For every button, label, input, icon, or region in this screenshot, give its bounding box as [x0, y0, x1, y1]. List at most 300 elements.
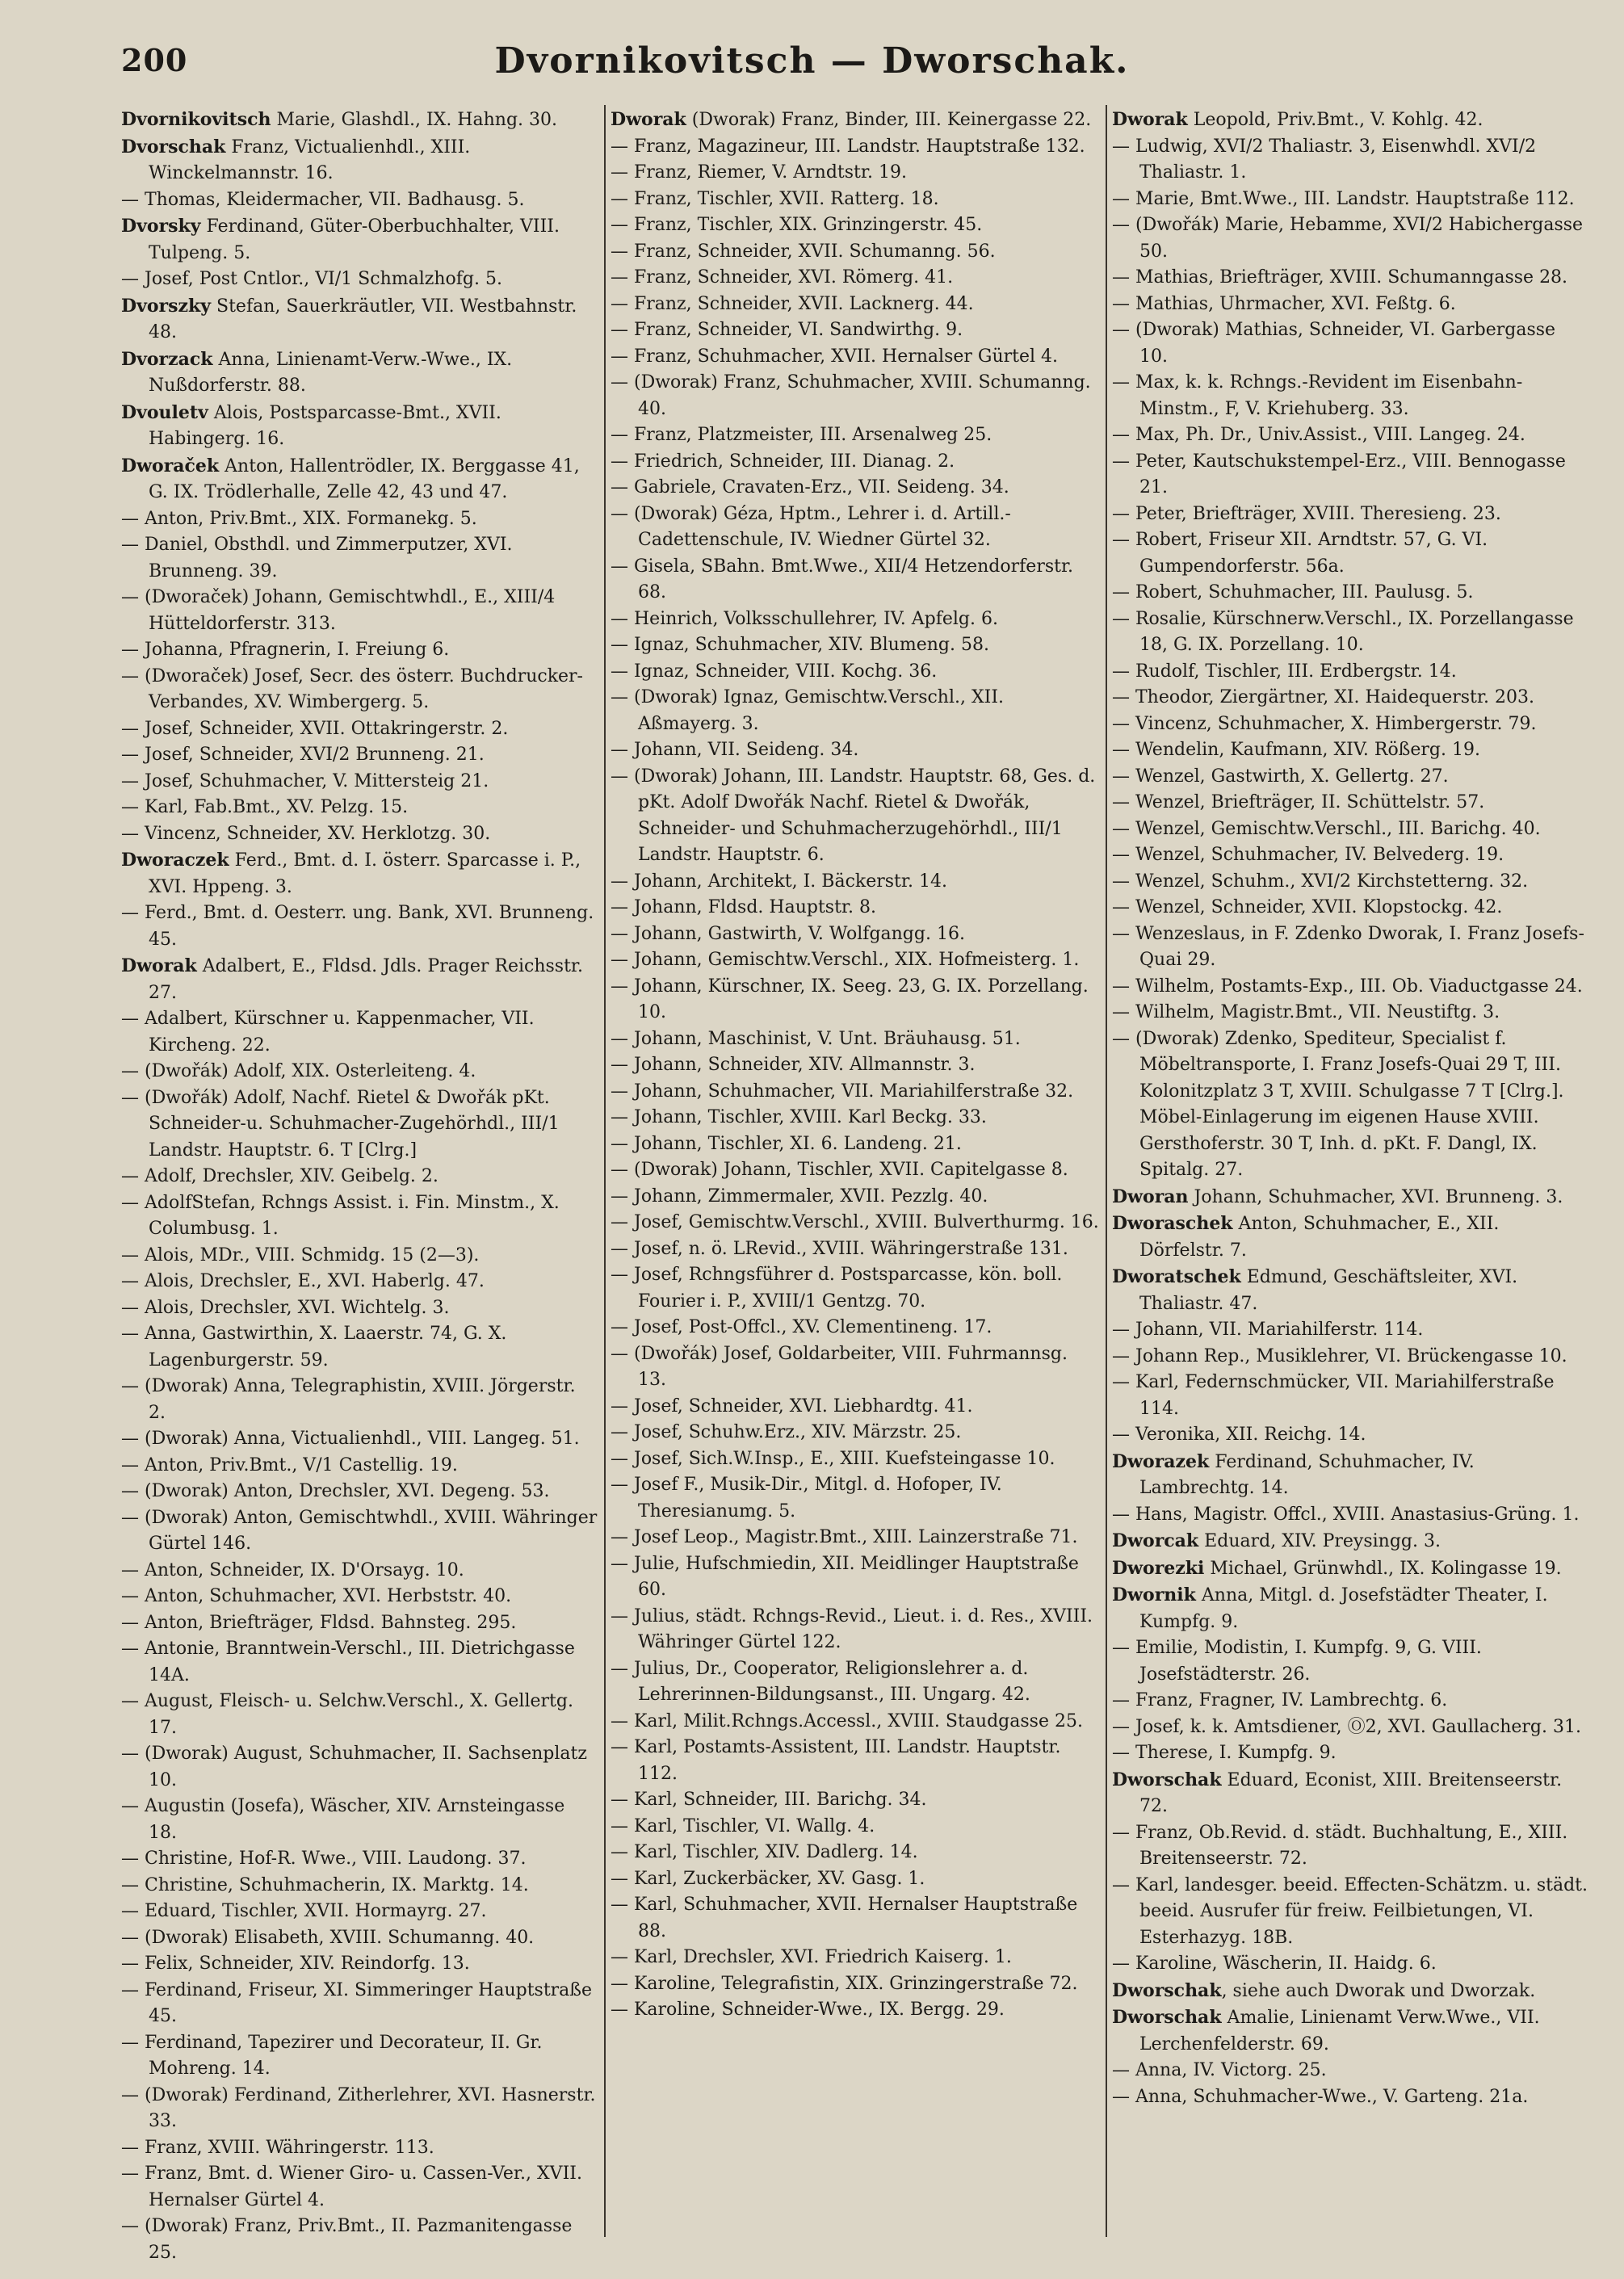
directory-entry [1112, 1449, 1588, 1502]
directory-entry [121, 1584, 598, 1610]
entry-text: — Wenzel, Briefträger, II. Schüttelstr. 57. [1112, 792, 1485, 812]
directory-entry [611, 239, 1100, 266]
entry-text: — Franz, Magazineur, III. Landstr. Hauptstraße 132. [611, 136, 1085, 157]
directory-entry [1112, 1344, 1588, 1370]
entry-text: — (Dworak) Franz, Schuhmacher, XVIII. Schumanng. 40. [611, 372, 1091, 419]
directory-entry [611, 187, 1100, 213]
entry-surname: Dworak [1112, 109, 1188, 130]
entry-text: — Karl, Federnschmücker, VII. Mariahilferstraße 114. [1112, 1372, 1555, 1419]
directory-entry [121, 637, 598, 664]
entry-text: — (Dwořák) Marie, Hebamme, XVI/2 Habichergasse 50. [1112, 215, 1584, 262]
entry-text: Amalie, Linienamt Verw.Wwe., VII. Lerchenfelderstr. 69. [1139, 2008, 1540, 2054]
directory-entry [611, 974, 1100, 1026]
entry-text: Alois, Postsparcasse-Bmt., XVII. Habingerg. 16. [149, 402, 501, 449]
directory-entry [611, 895, 1100, 921]
directory-entry [1112, 1714, 1588, 1741]
entry-text: — Wenzel, Schuhm., XVI/2 Kirchstetterng. 32. [1112, 871, 1529, 892]
entry-text: — Adalbert, Kürschner u. Kappenmacher, VII. Kircheng. 22. [121, 1009, 535, 1056]
directory-entry [611, 292, 1100, 318]
directory-entry [611, 1210, 1100, 1236]
directory-entry [121, 1689, 598, 1741]
directory-entry [1112, 1528, 1588, 1555]
entry-text: — (Dworak) Mathias, Schneider, VI. Garbergasse 10. [1112, 320, 1556, 367]
entry-text: Anton, Schuhmacher, E., XII. Dörfelstr. 7. [1139, 1214, 1500, 1261]
directory-entry [611, 632, 1100, 659]
entry-text: — Johann, VII. Seideng. 34. [611, 740, 859, 760]
entry-text: — Johann, Schneider, XIV. Allmannstr. 3. [611, 1055, 976, 1075]
directory-entry [121, 847, 598, 900]
entry-text: — Christine, Schuhmacherin, IX. Marktg. 14. [121, 1874, 529, 1895]
entry-text: — (Dworak) Géza, Hptm., Lehrer i. d. Artill.-Cadettenschule, IV. Wiedner Gürtel 32. [611, 503, 1011, 550]
entry-text: — Therese, I. Kumpfg. 9. [1112, 1743, 1337, 1763]
directory-entry [611, 1105, 1100, 1131]
directory-entry [1112, 869, 1588, 896]
entry-text: — Daniel, Obsthdl. und Zimmerputzer, XVI. Brunneng. 39. [121, 535, 513, 581]
directory-entry [121, 346, 598, 400]
entry-text: — Vincenz, Schneider, XV. Herklotzg. 30. [121, 823, 491, 844]
entry-text: — Johann, Fldsd. Hauptstr. 8. [611, 897, 877, 917]
directory-entry [611, 659, 1100, 686]
entry-text: — Eduard, Tischler, XVII. Hormayrg. 27. [121, 1901, 487, 1921]
entry-text: — Karoline, Wäscherin, II. Haidg. 6. [1112, 1954, 1437, 1974]
directory-entry [611, 1840, 1100, 1866]
entry-text: — Wilhelm, Magistr.Bmt., VII. Neustiftg. 3. [1112, 1002, 1500, 1022]
entry-text: — Karl, Tischler, VI. Wallg. 4. [611, 1815, 875, 1836]
entry-surname: Dworak [611, 109, 686, 130]
entry-text: Johann, Schuhmacher, XVI. Brunneng. 3. [1188, 1186, 1563, 1207]
directory-entry [611, 1079, 1100, 1106]
directory-entry [121, 1978, 598, 2030]
entry-text: — August, Fleisch- u. Selchw.Verschl., X. Gellertg. 17. [121, 1691, 573, 1738]
directory-entry [611, 212, 1100, 239]
directory-entry [1112, 317, 1588, 370]
entry-text: — (Dwořák) Adolf, XIX. Osterleiteng. 4. [121, 1061, 476, 1081]
entry-text: — Julius, städt. Rchngs-Revid., Lieut. i. d. Res., XVIII. Währinger Gürtel 122. [611, 1605, 1093, 1652]
directory-entry [121, 1321, 598, 1374]
directory-entry [1112, 370, 1588, 422]
directory-entry [611, 1787, 1100, 1814]
directory-entry [121, 1610, 598, 1637]
directory-entry [611, 1971, 1100, 1998]
directory-entry [121, 107, 598, 134]
directory-entry [611, 1814, 1100, 1840]
entry-text: Anna, Mitgl. d. Josefstädter Theater, I. Kumpfg. 9. [1139, 1585, 1548, 1632]
directory-entry [1112, 134, 1588, 187]
directory-entry [1112, 1026, 1588, 1184]
entry-text: Stefan, Sauerkräutler, VII. Westbahnstr. 48. [149, 296, 577, 342]
entry-surname: Dworezki [1112, 1557, 1205, 1579]
entry-text: — (Dworak) Anna, Telegraphistin, XVIII. Jörgerstr. 2. [121, 1376, 576, 1423]
entry-text: — Karl, Milit.Rchngs.Accessl., XVIII. Staudgasse 25. [611, 1710, 1083, 1731]
directory-entry [611, 1420, 1100, 1446]
entry-text: Franz, Victualienhdl., XIII. Winckelmannstr. 16. [149, 136, 471, 183]
directory-entry [1112, 502, 1588, 528]
directory-entry [611, 1472, 1100, 1525]
entry-text: — (Dwořák) Josef, Goldarbeiter, VIII. Fuhrmannsg. 13. [611, 1343, 1068, 1390]
directory-entry [611, 685, 1100, 737]
directory-entry [121, 1453, 598, 1479]
directory-entry [121, 585, 598, 637]
entry-text: — Karl, Fab.Bmt., XV. Pelzg. 15. [121, 797, 409, 817]
entry-text: Ferdinand, Schuhmacher, IV. Lambrechtg. 14. [1139, 1451, 1475, 1498]
directory-entry [611, 160, 1100, 187]
entry-text: — Gabriele, Cravaten-Erz., VII. Seideng. 34. [611, 477, 1009, 497]
column-divider [604, 105, 606, 2237]
entry-text: — (Dworak) Ignaz, Gemischtw.Verschl., XII. Aßmayerg. 3. [611, 687, 1005, 734]
entry-text: Marie, Glashdl., IX. Hahng. 30. [271, 110, 557, 130]
directory-entry [1112, 1978, 1588, 2005]
entry-text: — Hans, Magistr. Offcl., XVIII. Anastasius-Grüng. 1. [1112, 1504, 1580, 1525]
entry-text: — (Dworak) Anton, Gemischtwhdl., XVIII. Währinger Gürtel 146. [121, 1507, 598, 1554]
directory-column-1 [121, 107, 598, 2263]
entry-text: Eduard, XIV. Preysingg. 3. [1198, 1531, 1441, 1551]
entry-text: — Franz, Tischler, XVII. Ratterg. 18. [611, 188, 939, 209]
directory-entry [611, 475, 1100, 502]
entry-text: — Johann, Gemischtw.Verschl., XIX. Hofmeisterg. 1. [611, 950, 1080, 970]
entry-text: — (Dworak) Johann, Tischler, XVII. Capitelgasse 8. [611, 1160, 1068, 1180]
entry-text: Anna, Linienamt-Verw.-Wwe., IX. Nußdorferstr. 88. [149, 349, 513, 396]
directory-entry [121, 1295, 598, 1322]
entry-text: — Franz, Schneider, VI. Sandwirthg. 9. [611, 320, 963, 340]
directory-entry [611, 1551, 1100, 1604]
directory-entry [611, 449, 1100, 476]
entry-text: — Augustin (Josefa), Wäscher, XIV. Arnsteingasse 18. [121, 1796, 565, 1843]
entry-text: — Alois, Drechsler, E., XVI. Haberlg. 47. [121, 1271, 485, 1291]
directory-entry [611, 1604, 1100, 1656]
directory-entry [121, 769, 598, 795]
entry-text: — Alois, Drechsler, XVI. Wichtelg. 3. [121, 1297, 450, 1318]
directory-entry [611, 344, 1100, 371]
directory-entry [1112, 685, 1588, 711]
directory-entry [121, 506, 598, 533]
directory-entry [121, 1505, 598, 1558]
column-divider [1106, 105, 1107, 2237]
entry-text: — Wenzel, Gastwirth, X. Gellertg. 27. [1112, 766, 1449, 787]
directory-entry [611, 1446, 1100, 1473]
entry-text: — (Dworak) Anna, Victualienhdl., VIII. Langeg. 51. [121, 1429, 580, 1449]
entry-text: — Franz, Schneider, XVII. Schumanng. 56. [611, 241, 996, 262]
entry-text: — Franz, Schuhmacher, XVII. Hernalser Gürtel 4. [611, 346, 1059, 367]
directory-entry [121, 134, 598, 187]
directory-entry [1112, 107, 1588, 134]
entry-text: — (Dworaček) Johann, Gemischtwhdl., E., XIII/4 Hütteldorferstr. 313. [121, 587, 556, 634]
entry-text: — Franz, Riemer, V. Arndtstr. 19. [611, 162, 907, 183]
entry-text: — Karl, Schneider, III. Barichg. 34. [611, 1790, 927, 1810]
entry-text: — Peter, Kautschukstempel-Erz., VIII. Bennogasse 21. [1112, 451, 1566, 497]
entry-text: — (Dworak) Elisabeth, XVIII. Schumanng. 40. [121, 1927, 535, 1948]
directory-column-3 [1112, 107, 1588, 2247]
directory-entry [1112, 1211, 1588, 1264]
directory-entry [611, 1052, 1100, 1079]
entry-surname: Dworaček [121, 455, 220, 476]
directory-entry [611, 107, 1100, 134]
entry-text: — Josef, Post-Offcl., XV. Clementineng. 17. [611, 1317, 992, 1337]
directory-entry [611, 554, 1100, 606]
entry-text: Michael, Grünwhdl., IX. Kolingasse 19. [1204, 1558, 1562, 1579]
directory-entry [1112, 187, 1588, 213]
entry-text: — (Dworak) Anton, Drechsler, XVI. Degeng. 53. [121, 1481, 550, 1501]
entry-text: — (Dworak) Zdenko, Spediteur, Specialist f. Möbeltransporte, I. Franz Josefs-Quai 29 T, III. Kolonitzplatz 3 T, XVIII. Schulgasse 7 T [Clrg.]. Möbel-Einlagerung im eigenen Hause XVIII. Gersthoferstr. 30 T, Inh. d. pKt. F. Dangl, IX. Spitalg. 27. [1112, 1028, 1564, 1180]
directory-entry [121, 1899, 598, 1925]
entry-text: — Marie, Bmt.Wwe., III. Landstr. Hauptstraße 112. [1112, 188, 1575, 209]
directory-entry [1112, 895, 1588, 921]
entry-text: — Karl, Tischler, XIV. Dadlerg. 14. [611, 1842, 918, 1862]
directory-entry [121, 1951, 598, 1978]
entry-surname: Dworschak [1112, 1979, 1222, 2001]
directory-entry [121, 1059, 598, 1085]
entry-text: — Ignaz, Schuhmacher, XIV. Blumeng. 58. [611, 635, 989, 655]
entry-surname: Dvorzack [121, 348, 213, 370]
entry-text: — Anton, Briefträger, Fldsd. Bahnsteg. 295. [121, 1612, 517, 1633]
entry-surname: Dvorsky [121, 216, 201, 237]
directory-entry [1112, 816, 1588, 843]
directory-entry [1112, 711, 1588, 738]
entry-surname: Dworcak [1112, 1530, 1199, 1551]
entry-text: — (Dworak) Johann, III. Landstr. Hauptstr. 68, Ges. d. pKt. Adolf Dwořák Nachf. Rietel & Dwořák, Schneider- und Schuhmacherzugehörhdl., III/1 Landstr. Hauptstr. 6. [611, 766, 1096, 865]
directory-entry [1112, 2084, 1588, 2111]
entry-text: — Franz, Bmt. d. Wiener Giro- u. Cassen-Ver., XVII. Hernalser Gürtel 4. [121, 2164, 582, 2210]
entry-text: — Emilie, Modistin, I. Kumpfg. 9, G. VIII. Josefstädterstr. 26. [1112, 1638, 1482, 1685]
entry-text: — Rudolf, Tischler, III. Erdbergstr. 14. [1112, 661, 1457, 682]
entry-text: — Wenzel, Schuhmacher, IV. Belvederg. 19. [1112, 845, 1504, 865]
directory-entry [1112, 2058, 1588, 2084]
entry-text: — Julie, Hufschmiedin, XII. Meidlinger Hauptstraße 60. [611, 1553, 1079, 1600]
directory-entry [611, 1709, 1100, 1735]
entry-text: — Antonie, Branntwein-Verschl., III. Dietrichgasse 14A. [121, 1639, 575, 1685]
entry-text: — Peter, Briefträger, XVIII. Theresieng. 23. [1112, 503, 1501, 524]
entry-text: — Franz, Tischler, XIX. Grinzingerstr. 45. [611, 215, 983, 235]
directory-entry [1112, 1873, 1588, 1952]
entry-text: — Mathias, Briefträger, XVIII. Schumanngasse 28. [1112, 267, 1568, 287]
directory-column-2 [611, 107, 1100, 2247]
directory-entry [1112, 580, 1588, 606]
directory-entry [1112, 422, 1588, 449]
directory-entry [1112, 1635, 1588, 1688]
entry-text: — Johann, Maschinist, V. Unt. Bräuhausg. 51. [611, 1028, 1021, 1049]
entry-text: — Johann, Gastwirth, V. Wolfgangg. 16. [611, 923, 965, 944]
entry-text: — Ludwig, XVI/2 Thaliastr. 3, Eisenwhdl. XVI/2 Thaliastr. 1. [1112, 136, 1537, 183]
entry-text: Edmund, Geschäftsleiter, XVI. Thaliastr. 47. [1139, 1267, 1518, 1314]
entry-text: — AdolfStefan, Rchngs Assist. i. Fin. Minstm., X. Columbusg. 1. [121, 1192, 560, 1239]
directory-entry [611, 947, 1100, 974]
directory-entry [121, 664, 598, 716]
entry-text: — Max, Ph. Dr., Univ.Assist., VIII. Langeg. 24. [1112, 425, 1525, 445]
entry-text: — (Dworak) August, Schuhmacher, II. Sachsenplatz 10. [121, 1744, 587, 1790]
directory-entry [611, 1341, 1100, 1394]
entry-text: — Wenzel, Schneider, XVII. Klopstockg. 42. [1112, 897, 1503, 917]
directory-entry [1112, 659, 1588, 686]
directory-entry [611, 737, 1100, 764]
entry-text: — Thomas, Kleidermacher, VII. Badhausg. 5. [121, 189, 525, 210]
entry-text: — Johann Rep., Musiklehrer, VI. Brückengasse 10. [1112, 1345, 1567, 1366]
directory-entry [121, 1794, 598, 1846]
directory-entry [121, 267, 598, 293]
entry-text: — Josef, Schneider, XVI. Liebhardtg. 41. [611, 1396, 973, 1417]
entry-text: — Karl, Zuckerbäcker, XV. Gasg. 1. [611, 1868, 925, 1889]
entry-text: — Franz, Platzmeister, III. Arsenalweg 25. [611, 425, 992, 445]
directory-entry [121, 716, 598, 743]
entry-surname: Dworatschek [1112, 1266, 1241, 1287]
running-title: Dvornikovitsch — Dworschak. [494, 40, 1130, 82]
entry-text: , siehe auch Dworak und Dworzak. [1221, 1980, 1536, 2001]
entry-text: — Johann, Tischler, XVIII. Karl Beckg. 33. [611, 1107, 987, 1127]
entry-text: — Anna, Gastwirthin, X. Laaerstr. 74, G. X. Lagenburgerstr. 59. [121, 1324, 507, 1370]
entry-text: — Anton, Priv.Bmt., XIX. Formanekg. 5. [121, 508, 477, 529]
entry-text: Ferd., Bmt. d. I. österr. Sparcasse i. P., XVI. Hppeng. 3. [149, 850, 581, 897]
entry-text: — Veronika, XII. Reichg. 14. [1112, 1425, 1366, 1445]
directory-entry [121, 900, 598, 953]
entry-text: — Karoline, Telegrafistin, XIX. Grinzingerstraße 72. [611, 1973, 1078, 1994]
entry-surname: Dworaczek [121, 850, 229, 871]
entry-text: — Josef F., Musik-Dir., Mitgl. d. Hofoper, IV. Theresianumg. 5. [611, 1475, 1002, 1521]
entry-surname: Dworan [1112, 1186, 1189, 1207]
directory-entry [121, 1741, 598, 1794]
directory-entry [121, 742, 598, 769]
directory-entry [121, 187, 598, 214]
directory-entry [611, 869, 1100, 896]
directory-entry [121, 795, 598, 821]
entry-text: — Franz, XVIII. Währingerstr. 113. [121, 2137, 434, 2158]
directory-entry [611, 502, 1100, 554]
entry-text: — (Dwořák) Adolf, Nachf. Rietel & Dwořák pKt. Schneider-u. Schuhmacher-Zugehörhdl., III/1 Landstr. Hauptstr. 6. T [Clrg.] [121, 1087, 560, 1160]
directory-entry [121, 2030, 598, 2083]
entry-surname: Dworaschek [1112, 1213, 1233, 1234]
entry-text: — Anton, Priv.Bmt., V/1 Castellig. 19. [121, 1454, 458, 1475]
entry-text: — Josef Leop., Magistr.Bmt., XIII. Lainzerstraße 71. [611, 1527, 1078, 1547]
directory-entry [1112, 921, 1588, 974]
directory-entry [611, 1945, 1100, 1971]
directory-entry [121, 821, 598, 848]
entry-text: — Johann, Kürschner, IX. Seeg. 23, G. IX. Porzellang. 10. [611, 976, 1089, 1022]
directory-entry [1112, 842, 1588, 869]
entry-text: — Josef, Gemischtw.Verschl., XVIII. Bulverthurmg. 16. [611, 1212, 1099, 1232]
entry-text: Leopold, Priv.Bmt., V. Kohlg. 42. [1187, 110, 1483, 130]
directory-entry [1112, 1582, 1588, 1635]
entry-surname: Dvouletv [121, 401, 208, 423]
entry-text: — Rosalie, Kürschnerw.Verschl., IX. Porzellangasse 18, G. IX. Porzellang. 10. [1112, 608, 1574, 655]
entry-text: — Josef, Schneider, XVI/2 Brunneng. 21. [121, 745, 485, 765]
entry-text: — Johann, Zimmermaler, XVII. Pezzlg. 40. [611, 1186, 988, 1207]
directory-entry [1112, 1740, 1588, 1767]
entry-surname: Dworak [121, 955, 197, 976]
entry-text: — Josef, Rchngsführer d. Postsparcasse, kön. boll. Fourier i. P., XVIII/1 Gentzg. 70. [611, 1265, 1063, 1312]
entry-text: — Johann, Tischler, XI. 6. Landeng. 21. [611, 1133, 962, 1154]
entry-text: (Dworak) Franz, Binder, III. Keinergasse 22. [686, 110, 1092, 130]
entry-text: — Josef, Schuhmacher, V. Mittersteig 21. [121, 770, 489, 791]
entry-text: — Josef, k. k. Amtsdiener, Ⓞ2, XVI. Gaullacherg. 31. [1112, 1716, 1581, 1737]
entry-text: — Karl, Drechsler, XVI. Friedrich Kaiserg. 1. [611, 1947, 1012, 1967]
directory-entry [611, 265, 1100, 292]
directory-entry [611, 606, 1100, 633]
entry-text: — Anna, IV. Victorg. 25. [1112, 2060, 1327, 2080]
directory-entry [121, 1558, 598, 1584]
entry-text: — Karl, Postamts-Assistent, III. Landstr. Hauptstr. 112. [611, 1737, 1061, 1784]
directory-entry [121, 1085, 598, 1165]
directory-entry [1112, 1502, 1588, 1529]
entry-text: Anton, Hallentrödler, IX. Berggasse 41, G. IX. Trödlerhalle, Zelle 42, 43 und 47. [149, 455, 580, 502]
directory-entry [1112, 527, 1588, 580]
entry-text: — Vincenz, Schuhmacher, X. Himbergerstr. 79. [1112, 713, 1537, 734]
directory-entry [121, 453, 598, 506]
entry-text: — (Dworak) Franz, Priv.Bmt., II. Pazmanitengasse 25. [121, 2216, 573, 2263]
directory-entry [1112, 1317, 1588, 1344]
entry-text: — Karl, landesger. beeid. Effecten-Schätzm. u. städt. beeid. Ausrufer für freiw. Feilbietungen, VI. Esterhazyg. 18B. [1112, 1874, 1588, 1948]
entry-text: — Franz, Schneider, XVI. Römerg. 41. [611, 267, 954, 287]
directory-entry [121, 2214, 598, 2266]
directory-entry [121, 2161, 598, 2214]
directory-entry [611, 1394, 1100, 1421]
directory-entry [121, 2135, 598, 2162]
entry-surname: Dworazek [1112, 1450, 1210, 1472]
entry-text: — Wenzeslaus, in F. Zdenko Dworak, I. Franz Josefs-Quai 29. [1112, 923, 1584, 970]
directory-entry [1112, 2004, 1588, 2058]
entry-text: — Ignaz, Schneider, VIII. Kochg. 36. [611, 661, 938, 682]
directory-entry [611, 1184, 1100, 1211]
directory-entry [121, 532, 598, 585]
directory-entry [121, 1479, 598, 1505]
directory-entry [1112, 1184, 1588, 1211]
entry-text: — Johann, Architekt, I. Bäckerstr. 14. [611, 871, 947, 892]
directory-entry [611, 134, 1100, 161]
entry-text: — Julius, Dr., Cooperator, Religionslehrer a. d. Lehrerinnen-Bildungsanst., III. Ungarg. 42. [611, 1658, 1030, 1705]
entry-surname: Dvornikovitsch [121, 109, 271, 130]
directory-entry [121, 1846, 598, 1873]
directory-entry [1112, 1555, 1588, 1583]
directory-entry [611, 1157, 1100, 1184]
entry-text: — Ferdinand, Friseur, XI. Simmeringer Hauptstraße 45. [121, 1979, 593, 2026]
directory-entry [611, 1866, 1100, 1893]
directory-entry [121, 1190, 598, 1243]
entry-surname: Dwornik [1112, 1584, 1196, 1605]
directory-entry [611, 1131, 1100, 1158]
directory-entry [611, 370, 1100, 422]
entry-text: — Heinrich, Volksschullehrer, IV. Apfelg. 6. [611, 608, 998, 629]
directory-entry [121, 293, 598, 346]
entry-text: — Alois, MDr., VIII. Schmidg. 15 (2—3). [121, 1244, 480, 1265]
entry-text: — Ferd., Bmt. d. Oesterr. ung. Bank, XVI. Brunneng. 45. [121, 903, 594, 950]
entry-text: — Franz, Fragner, IV. Lambrechtg. 6. [1112, 1690, 1448, 1710]
entry-text: — Max, k. k. Rchngs.-Revident im Eisenbahn-Minstm., F, V. Kriehuberg. 33. [1112, 372, 1523, 419]
entry-text: — Josef, Schuhw.Erz., XIV. Märzstr. 25. [611, 1422, 962, 1442]
directory-entry [1112, 449, 1588, 502]
directory-entry [1112, 1688, 1588, 1714]
entry-text: — Gisela, SBahn. Bmt.Wwe., XII/4 Hetzendorferstr. 68. [611, 556, 1074, 602]
directory-entry [1112, 292, 1588, 318]
directory-entry [611, 1262, 1100, 1315]
directory-entry [611, 1892, 1100, 1945]
directory-entry [611, 921, 1100, 948]
entry-text: — Josef, n. ö. LRevid., XVIII. Währingerstraße 131. [611, 1238, 1068, 1259]
entry-text: — Anna, Schuhmacher-Wwe., V. Garteng. 21a. [1112, 2086, 1529, 2107]
entry-surname: Dvorschak [121, 136, 226, 157]
entry-surname: Dworschak [1112, 1769, 1222, 1790]
entry-text: — Mathias, Uhrmacher, XVI. Feßtg. 6. [1112, 293, 1456, 314]
directory-entry [611, 1656, 1100, 1709]
directory-entry [1112, 764, 1588, 791]
directory-entry [1112, 790, 1588, 816]
entry-text: — Josef, Schneider, XVII. Ottakringerstr. 2. [121, 718, 509, 739]
entry-text: — Wenzel, Gemischtw.Verschl., III. Barichg. 40. [1112, 818, 1541, 839]
entry-text: Ferdinand, Güter-Oberbuchhalter, VIII. Tulpeng. 5. [149, 216, 560, 263]
entry-text: — Felix, Schneider, XIV. Reindorfg. 13. [121, 1954, 470, 1974]
entry-text: Adalbert, E., Fldsd. Jdls. Prager Reichsstr. 27. [149, 956, 584, 1003]
directory-entry [1112, 1422, 1588, 1449]
entry-text: — Karoline, Schneider-Wwe., IX. Bergg. 29. [611, 2000, 1005, 2020]
directory-entry [1112, 1767, 1588, 1820]
entry-text: — Robert, Friseur XII. Arndtstr. 57, G. VI. Gumpendorferstr. 56a. [1112, 530, 1488, 577]
directory-entry [611, 764, 1100, 869]
directory-entry [611, 1315, 1100, 1341]
